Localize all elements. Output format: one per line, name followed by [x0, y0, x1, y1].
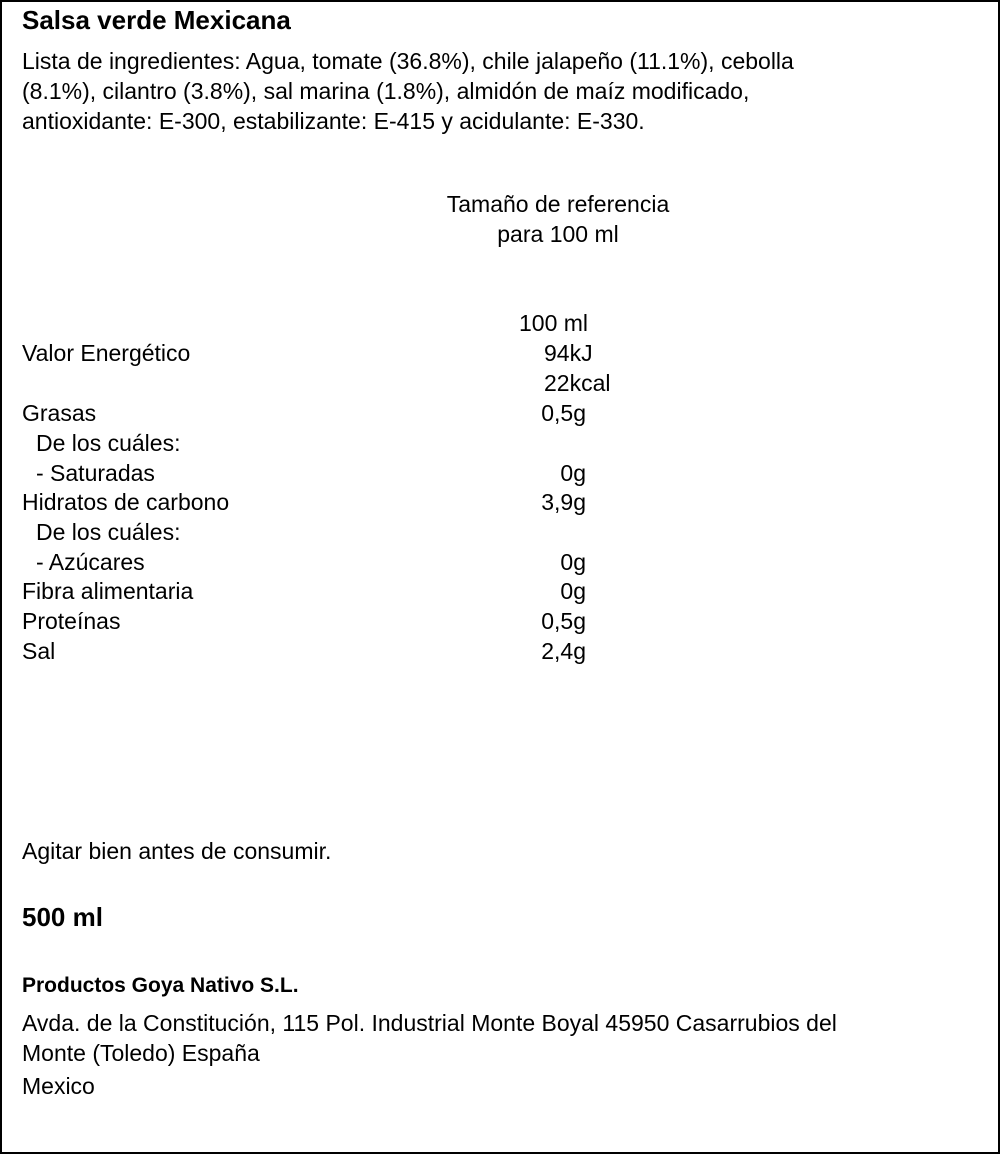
- product-title: Salsa verde Mexicana: [22, 5, 291, 35]
- reference-size-line: para 100 ml: [497, 221, 619, 247]
- salt-value: 2,4g: [541, 638, 586, 664]
- protein-label: Proteínas: [22, 608, 121, 634]
- energy-kj-value: 94kJ: [544, 340, 593, 366]
- protein-value: 0,5g: [541, 608, 586, 634]
- salt-label: Sal: [22, 638, 56, 664]
- carbohydrates-value: 3,9g: [541, 489, 586, 515]
- country-of-origin: Mexico: [22, 1073, 95, 1099]
- net-volume: 500 ml: [22, 902, 103, 932]
- carbohydrates-label: Hidratos de carbono: [22, 489, 230, 515]
- per-100ml-header: 100 ml: [519, 310, 589, 336]
- fat-value: 0,5g: [541, 400, 586, 426]
- ingredients-list: [22, 46, 962, 136]
- sugars-label: - Azúcares: [36, 549, 145, 575]
- usage-instructions: Agitar bien antes de consumir.: [22, 838, 332, 864]
- company-name: Productos Goya Nativo S.L.: [22, 974, 299, 997]
- address-line: Avda. de la Constitución, 115 Pol. Industrial Monte Boyal 45950 Casarrubios del: [22, 1010, 837, 1036]
- saturated-value: 0g: [560, 460, 586, 486]
- reference-size-line: Tamaño de referencia: [446, 191, 670, 217]
- ingredients-line: (8.1%), cilantro (3.8%), sal marina (1.8%), almidón de maíz modificado,: [22, 78, 750, 104]
- fat-label: Grasas: [22, 400, 97, 426]
- saturated-label: - Saturadas: [36, 460, 155, 486]
- address-line: Monte (Toledo) España: [22, 1040, 260, 1066]
- carbs-of-which-label: De los cuáles:: [36, 519, 181, 545]
- energy-kcal-value: 22kcal: [544, 370, 611, 396]
- fibre-value: 0g: [560, 578, 586, 604]
- fat-of-which-label: De los cuáles:: [36, 430, 181, 456]
- company-address: [22, 1008, 982, 1068]
- energy-label: Valor Energético: [22, 340, 191, 366]
- ingredients-line: antioxidante: E-300, estabilizante: E-415 y acidulante: E-330.: [22, 108, 645, 134]
- ingredients-line: Lista de ingredientes: Agua, tomate (36.8%), chile jalapeño (11.1%), cebolla: [22, 48, 794, 74]
- reference-size: [398, 189, 718, 249]
- sugars-value: 0g: [560, 549, 586, 575]
- fibre-label: Fibra alimentaria: [22, 578, 194, 604]
